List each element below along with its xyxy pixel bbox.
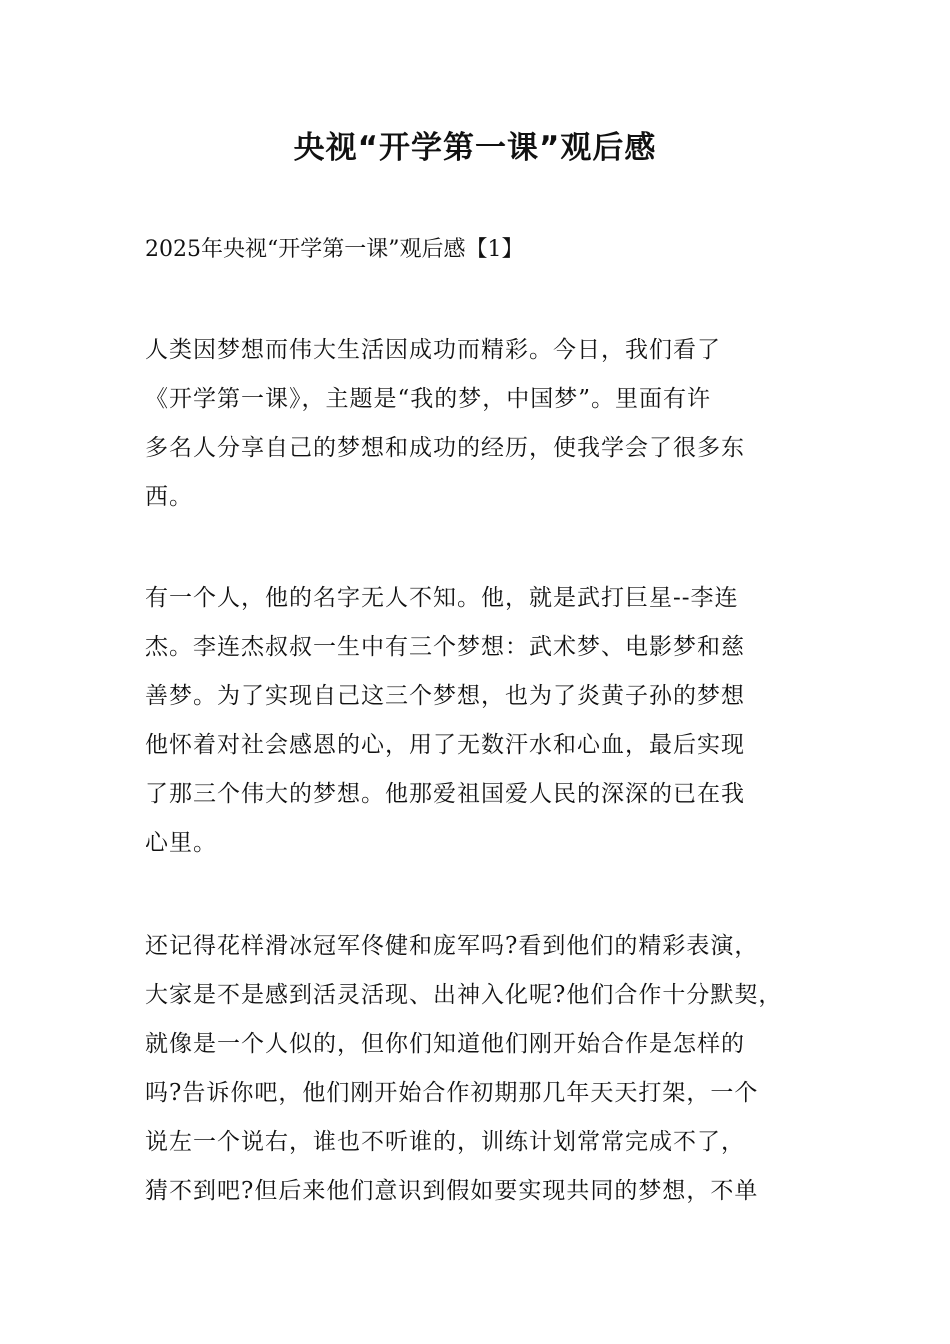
paragraph-line: 杰。李连杰叔叔一生中有三个梦想：武术梦、电影梦和慈 bbox=[145, 634, 745, 660]
paragraph-line: 就像是一个人似的，但你们知道他们刚开始合作是怎样的 bbox=[145, 1031, 745, 1057]
paragraph-line: 吗?告诉你吧，他们刚开始合作初期那几年天天打架，一个 bbox=[145, 1080, 759, 1106]
paragraph-line: 心里。 bbox=[145, 830, 217, 856]
paragraph-line: 他怀着对社会感恩的心，用了无数汗水和心血，最后实现 bbox=[145, 732, 745, 758]
paragraph-line: 说左一个说右，谁也不听谁的，训练计划常常完成不了， bbox=[145, 1129, 745, 1155]
paragraph-line: 大家是不是感到活灵活现、出神入化呢?他们合作十分默契， bbox=[145, 982, 783, 1008]
paragraph-line: 了那三个伟大的梦想。他那爱祖国爱人民的深深的已在我 bbox=[145, 781, 745, 807]
paragraph-line: 有一个人，他的名字无人不知。他，就是武打巨星--李连 bbox=[145, 585, 739, 611]
paragraph-line: 人类因梦想而伟大生活因成功而精彩。今日，我们看了 bbox=[145, 337, 721, 363]
document-title: 央视“开学第一课”观后感 bbox=[293, 130, 657, 166]
paragraph-line: 《开学第一课》，主题是“我的梦，中国梦”。里面有许 bbox=[145, 386, 712, 412]
paragraph-3 bbox=[145, 922, 811, 1216]
paragraph-line: 多名人分享自己的梦想和成功的经历，使我学会了很多东 bbox=[145, 435, 745, 461]
paragraph-2 bbox=[145, 574, 811, 868]
paragraph-line: 善梦。为了实现自己这三个梦想，也为了炎黄子孙的梦想 bbox=[145, 683, 745, 709]
paragraph-1 bbox=[145, 326, 811, 522]
section-heading: 2025年央视“开学第一课”观后感【1】 bbox=[145, 237, 524, 262]
paragraph-line: 西。 bbox=[145, 484, 193, 510]
paragraph-line: 还记得花样滑冰冠军佟健和庞军吗?看到他们的精彩表演， bbox=[145, 933, 759, 959]
paragraph-line: 猜不到吧?但后来他们意识到假如要实现共同的梦想，不单 bbox=[145, 1178, 759, 1204]
